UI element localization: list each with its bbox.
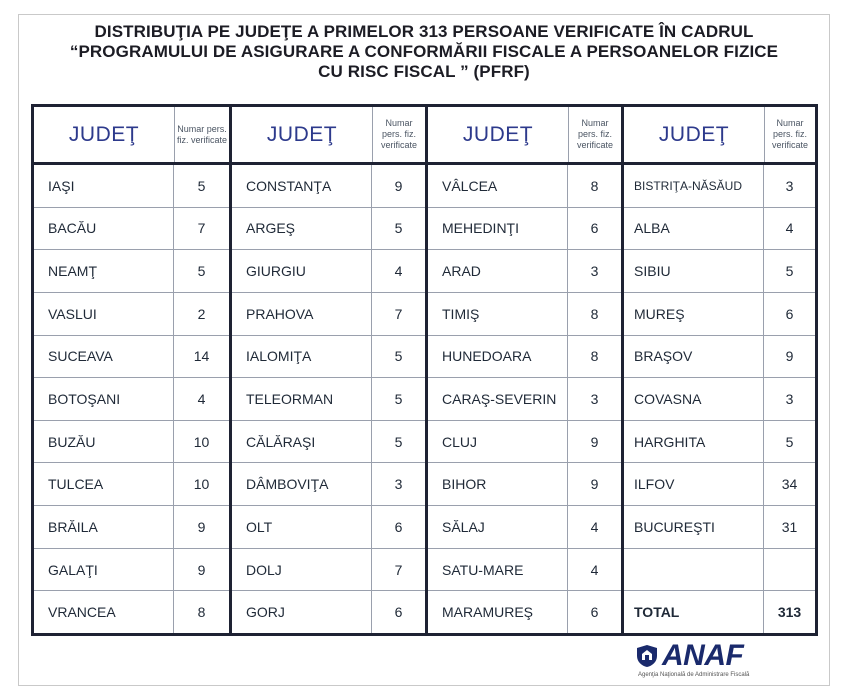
- county-name: BUCUREŞTI: [624, 506, 764, 548]
- header-count-label: Numar pers. fiz. verificate: [177, 123, 228, 145]
- table-row: [428, 293, 621, 336]
- county-name: GORJ: [232, 591, 372, 633]
- table-row: [624, 336, 815, 379]
- header-county-label: JUDEŢ: [232, 107, 373, 162]
- county-count: 5: [785, 433, 794, 450]
- county-count: 4: [590, 518, 599, 535]
- county-name: TULCEA: [34, 463, 174, 505]
- header-count-label: Numar pers. fiz. verificate: [576, 118, 613, 150]
- county-count: 31: [781, 518, 798, 535]
- table-row: [232, 250, 425, 293]
- table-row: [624, 506, 815, 549]
- table-row: [34, 378, 229, 421]
- county-name: TELEORMAN: [232, 378, 372, 420]
- county-name: MUREŞ: [624, 293, 764, 335]
- logo-subtitle: Agenţia Naţională de Administrare Fiscală: [638, 672, 750, 678]
- county-count: 3: [590, 263, 599, 280]
- county-name: SUCEAVA: [34, 336, 174, 378]
- header-count-label: Numar pers. fiz. verificate: [771, 118, 808, 150]
- county-name: ARGEŞ: [232, 208, 372, 250]
- title-line: “PROGRAMULUI DE ASIGURARE A CONFORMĂRII FISCALE A PERSOANELOR FIZICE: [69, 42, 779, 61]
- table-row: [34, 421, 229, 464]
- county-table: [31, 104, 818, 636]
- county-name: BISTRIŢA-NĂSĂUD: [624, 165, 764, 207]
- county-name: DOLJ: [232, 549, 372, 591]
- county-count: 5: [394, 433, 403, 450]
- county-name: ARAD: [428, 250, 568, 292]
- table-row: [428, 591, 621, 633]
- county-name: HUNEDOARA: [428, 336, 568, 378]
- county-name: IAŞI: [34, 165, 174, 207]
- table-column: [428, 107, 624, 633]
- table-row: [232, 591, 425, 633]
- county-count: 3: [394, 476, 403, 493]
- county-name: SIBIU: [624, 250, 764, 292]
- table-row: [624, 421, 815, 464]
- county-count: 5: [197, 263, 206, 280]
- county-count: 9: [197, 518, 206, 535]
- county-count: 6: [785, 305, 794, 322]
- table-row: [428, 463, 621, 506]
- table-row: [34, 463, 229, 506]
- county-name: VRANCEA: [34, 591, 174, 633]
- table-row: [428, 506, 621, 549]
- county-name: VASLUI: [34, 293, 174, 335]
- anaf-logo: [636, 640, 816, 684]
- county-name: TIMIŞ: [428, 293, 568, 335]
- county-name: BUZĂU: [34, 421, 174, 463]
- county-name: SĂLAJ: [428, 506, 568, 548]
- county-count: 4: [785, 220, 794, 237]
- table-row: [624, 549, 815, 592]
- header-county-label: JUDEŢ: [34, 107, 175, 162]
- table-row: [34, 293, 229, 336]
- county-name: [624, 549, 764, 591]
- county-count: 4: [394, 263, 403, 280]
- column-header: [428, 107, 621, 165]
- table-row: [34, 165, 229, 208]
- county-name: OLT: [232, 506, 372, 548]
- table-row: [232, 463, 425, 506]
- county-count: 5: [394, 220, 403, 237]
- county-count: 313: [777, 604, 802, 621]
- table-row: [232, 336, 425, 379]
- table-column: [232, 107, 428, 633]
- county-count: 9: [197, 561, 206, 578]
- county-name: CĂLĂRAŞI: [232, 421, 372, 463]
- table-row: [428, 421, 621, 464]
- table-row: [624, 293, 815, 336]
- county-count: 3: [785, 391, 794, 408]
- header-county-label: JUDEŢ: [428, 107, 569, 162]
- table-row: [232, 293, 425, 336]
- county-count: 9: [785, 348, 794, 365]
- county-name: COVASNA: [624, 378, 764, 420]
- county-name: CLUJ: [428, 421, 568, 463]
- county-count: 10: [193, 476, 210, 493]
- county-count: 8: [590, 177, 599, 194]
- table-row: [34, 506, 229, 549]
- county-count: 8: [197, 604, 206, 621]
- header-county-label: JUDEŢ: [624, 107, 765, 162]
- column-header: [232, 107, 425, 165]
- county-name: DÂMBOVIŢA: [232, 463, 372, 505]
- county-name: ILFOV: [624, 463, 764, 505]
- county-name: BACĂU: [34, 208, 174, 250]
- county-name: SATU-MARE: [428, 549, 568, 591]
- county-count: 5: [785, 263, 794, 280]
- table-row: [34, 549, 229, 592]
- column-header: [624, 107, 815, 165]
- county-name: BRAŞOV: [624, 336, 764, 378]
- table-row: [428, 336, 621, 379]
- county-name: CONSTANŢA: [232, 165, 372, 207]
- county-count: 8: [590, 348, 599, 365]
- shield-icon: [636, 644, 658, 668]
- table-row: [624, 208, 815, 251]
- column-header: [34, 107, 229, 165]
- county-name: HARGHITA: [624, 421, 764, 463]
- county-count: 9: [394, 177, 403, 194]
- county-name: MARAMUREŞ: [428, 591, 568, 633]
- table-row: [34, 591, 229, 633]
- county-count: 4: [197, 391, 206, 408]
- table-row: [624, 463, 815, 506]
- header-count-label: Numar pers. fiz. verificate: [380, 118, 417, 150]
- county-name: PRAHOVA: [232, 293, 372, 335]
- county-name: ALBA: [624, 208, 764, 250]
- county-name: CARAŞ-SEVERIN: [428, 378, 568, 420]
- county-count: 6: [394, 518, 403, 535]
- table-row: [34, 336, 229, 379]
- table-row: [232, 378, 425, 421]
- county-count: 2: [197, 305, 206, 322]
- county-count: 10: [193, 433, 210, 450]
- county-name: BIHOR: [428, 463, 568, 505]
- county-name: MEHEDINŢI: [428, 208, 568, 250]
- county-count: 7: [394, 305, 403, 322]
- table-column: [624, 107, 815, 633]
- county-count: 6: [590, 604, 599, 621]
- table-row: [428, 208, 621, 251]
- county-count: 14: [193, 348, 210, 365]
- table-row: [428, 165, 621, 208]
- table-row: [428, 549, 621, 592]
- total-row: [624, 591, 815, 633]
- county-name: TOTAL: [624, 591, 764, 633]
- county-count: 3: [590, 391, 599, 408]
- table-row: [624, 165, 815, 208]
- county-name: GALAŢI: [34, 549, 174, 591]
- table-row: [232, 208, 425, 251]
- county-count: 6: [394, 604, 403, 621]
- table-row: [232, 165, 425, 208]
- county-name: VÂLCEA: [428, 165, 568, 207]
- county-count: 8: [590, 305, 599, 322]
- county-name: NEAMŢ: [34, 250, 174, 292]
- county-name: GIURGIU: [232, 250, 372, 292]
- title-line: CU RISC FISCAL ” (PFRF): [318, 62, 530, 81]
- county-name: BOTOŞANI: [34, 378, 174, 420]
- county-count: 5: [197, 177, 206, 194]
- logo-text: ANAF: [662, 639, 744, 672]
- table-row: [428, 250, 621, 293]
- county-count: 6: [590, 220, 599, 237]
- county-name: BRĂILA: [34, 506, 174, 548]
- table-row: [232, 421, 425, 464]
- table-column: [34, 107, 232, 633]
- county-count: 5: [394, 391, 403, 408]
- county-count: 9: [590, 433, 599, 450]
- table-row: [232, 506, 425, 549]
- document-title: [18, 22, 830, 82]
- county-count: 4: [590, 561, 599, 578]
- table-row: [34, 208, 229, 251]
- county-count: [764, 549, 815, 591]
- county-count: 9: [590, 476, 599, 493]
- county-count: 3: [785, 177, 794, 194]
- county-count: 7: [197, 220, 206, 237]
- county-count: 5: [394, 348, 403, 365]
- table-row: [232, 549, 425, 592]
- county-name: IALOMIŢA: [232, 336, 372, 378]
- county-count: 34: [781, 476, 798, 493]
- table-row: [428, 378, 621, 421]
- title-line: DISTRIBUŢIA PE JUDEŢE A PRIMELOR 313 PERSOANE VERIFICATE ÎN CADRUL: [94, 22, 754, 41]
- table-row: [34, 250, 229, 293]
- table-row: [624, 378, 815, 421]
- county-count: 7: [394, 561, 403, 578]
- table-row: [624, 250, 815, 293]
